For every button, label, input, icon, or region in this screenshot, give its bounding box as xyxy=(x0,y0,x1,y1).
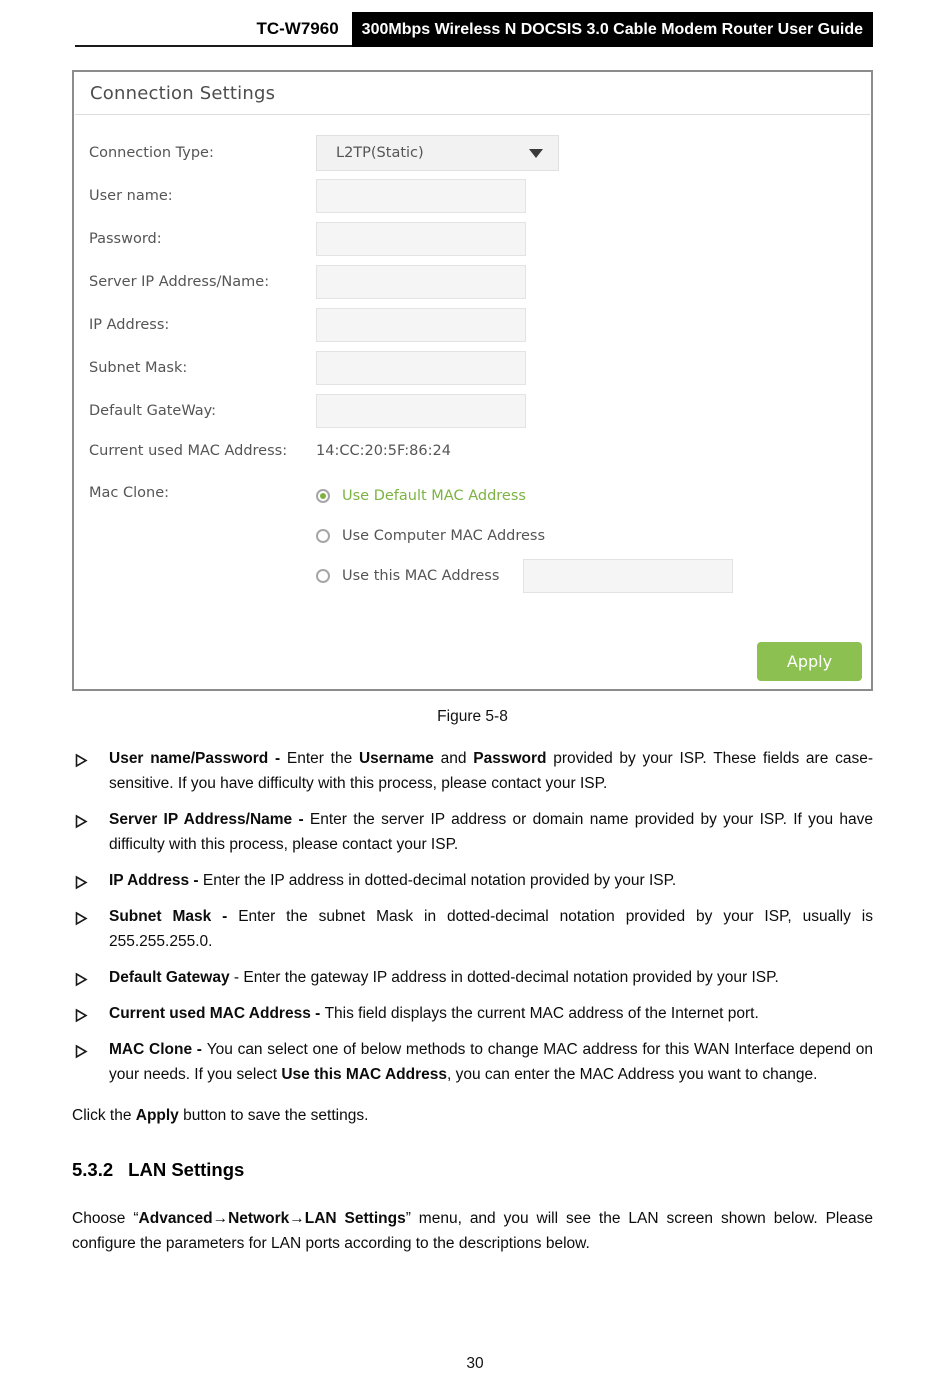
server-ip-row xyxy=(89,264,871,300)
username-row xyxy=(89,178,871,214)
mac-clone-option-2[interactable] xyxy=(316,516,733,556)
guide-title: 300Mbps Wireless N DOCSIS 3.0 Cable Modem Router User Guide xyxy=(352,12,873,47)
connection-settings-panel xyxy=(72,70,873,691)
mac-clone-row xyxy=(89,476,871,596)
arrow-bullet-icon xyxy=(75,970,88,995)
current-mac-label: Current used MAC Address: xyxy=(89,443,288,459)
default-gateway-input[interactable] xyxy=(316,394,526,428)
field-description-item xyxy=(72,965,873,990)
mac-clone-option-3[interactable] xyxy=(316,556,733,596)
subnet-mask-row xyxy=(89,350,871,386)
connection-type-value: L2TP(Static) xyxy=(336,145,424,161)
field-description-item xyxy=(72,746,873,796)
apply-button[interactable]: Apply xyxy=(757,642,862,681)
field-description-text: MAC Clone - You can select one of below methods to change MAC address for this WAN Interface depend on your needs. If you select Use this MAC Address, you can enter the MAC Address you want to change. xyxy=(109,1041,874,1083)
password-input[interactable] xyxy=(316,222,526,256)
field-description-text: Current used MAC Address - This field displays the current MAC address of the Internet port. xyxy=(109,1005,759,1022)
field-description-item xyxy=(72,868,873,893)
username-label: User name: xyxy=(89,188,173,204)
field-descriptions-list xyxy=(72,746,873,1087)
ip-address-row xyxy=(89,307,871,343)
page-footer xyxy=(0,1355,950,1373)
mac-clone-radio-group xyxy=(316,476,733,596)
field-description-text: IP Address - Enter the IP address in dotted-decimal notation provided by your ISP. xyxy=(109,872,677,889)
field-description-text: Subnet Mask - Enter the subnet Mask in dotted-decimal notation provided by your ISP, usually is 255.255.255.0. xyxy=(109,908,873,950)
radio-option-label: Use Computer MAC Address xyxy=(342,528,546,544)
page-number: 30 xyxy=(466,1355,484,1372)
field-description-text: Default Gateway - Enter the gateway IP address in dotted-decimal notation provided by your ISP. xyxy=(109,969,779,986)
arrow-bullet-icon xyxy=(75,1006,88,1031)
arrow-bullet-icon xyxy=(75,1042,88,1067)
custom-mac-input[interactable] xyxy=(523,559,733,593)
field-description-item xyxy=(72,807,873,857)
section-title: LAN Settings xyxy=(128,1159,245,1180)
field-description-item xyxy=(72,1001,873,1026)
panel-title: Connection Settings xyxy=(90,83,276,104)
arrow-bullet-icon xyxy=(75,812,88,837)
server-ip-input[interactable] xyxy=(316,265,526,299)
connection-type-label: Connection Type: xyxy=(89,145,214,161)
field-description-text: User name/Password - Enter the Username and Password provided by your ISP. These fields are case-sensitive. If you have difficulty with this process, please contact your ISP. xyxy=(109,750,873,792)
panel-actions xyxy=(74,642,871,681)
arrow-bullet-icon xyxy=(75,873,88,898)
current-mac-value: 14:CC:20:5F:86:24 xyxy=(316,443,451,459)
document-body xyxy=(72,708,873,1256)
ip-address-input[interactable] xyxy=(316,308,526,342)
page-header xyxy=(75,8,873,47)
subnet-mask-label: Subnet Mask: xyxy=(89,360,188,376)
radio-option-label: Use this MAC Address xyxy=(342,568,500,584)
connection-type-row xyxy=(89,135,871,171)
section-number: 5.3.2 xyxy=(72,1159,114,1180)
connection-settings-form xyxy=(74,115,871,596)
mac-clone-label: Mac Clone: xyxy=(89,485,169,501)
field-description-item xyxy=(72,904,873,954)
connection-type-select[interactable] xyxy=(316,135,559,171)
field-description-text: Server IP Address/Name - Enter the server IP address or domain name provided by your ISP. If you have difficulty with this process, please contact your ISP. xyxy=(109,811,873,853)
closing-paragraph: Click the Apply button to save the settings. xyxy=(72,1107,369,1124)
lan-settings-paragraph: Choose “Advanced→Network→LAN Settings” menu, and you will see the LAN screen shown below. Please configure the parameters for LAN ports according to the descriptions below. xyxy=(72,1210,873,1252)
default-gateway-label: Default GateWay: xyxy=(89,403,217,419)
password-row xyxy=(89,221,871,257)
username-input[interactable] xyxy=(316,179,526,213)
arrow-bullet-icon xyxy=(75,751,88,776)
mac-clone-option-1[interactable] xyxy=(316,476,733,516)
current-mac-row xyxy=(89,436,871,466)
password-label: Password: xyxy=(89,231,162,247)
subnet-mask-input[interactable] xyxy=(316,351,526,385)
radio-selected-icon[interactable] xyxy=(316,489,330,503)
chevron-down-icon xyxy=(529,149,543,158)
field-description-item xyxy=(72,1037,873,1087)
model-number: TC-W7960 xyxy=(256,19,339,38)
radio-unselected-icon[interactable] xyxy=(316,529,330,543)
figure-caption: Figure 5-8 xyxy=(437,708,508,725)
default-gateway-row xyxy=(89,393,871,429)
section-heading xyxy=(72,1159,873,1181)
radio-unselected-icon[interactable] xyxy=(316,569,330,583)
arrow-bullet-icon xyxy=(75,909,88,934)
radio-option-label: Use Default MAC Address xyxy=(342,488,526,504)
ip-address-label: IP Address: xyxy=(89,317,170,333)
server-ip-label: Server IP Address/Name: xyxy=(89,274,270,290)
